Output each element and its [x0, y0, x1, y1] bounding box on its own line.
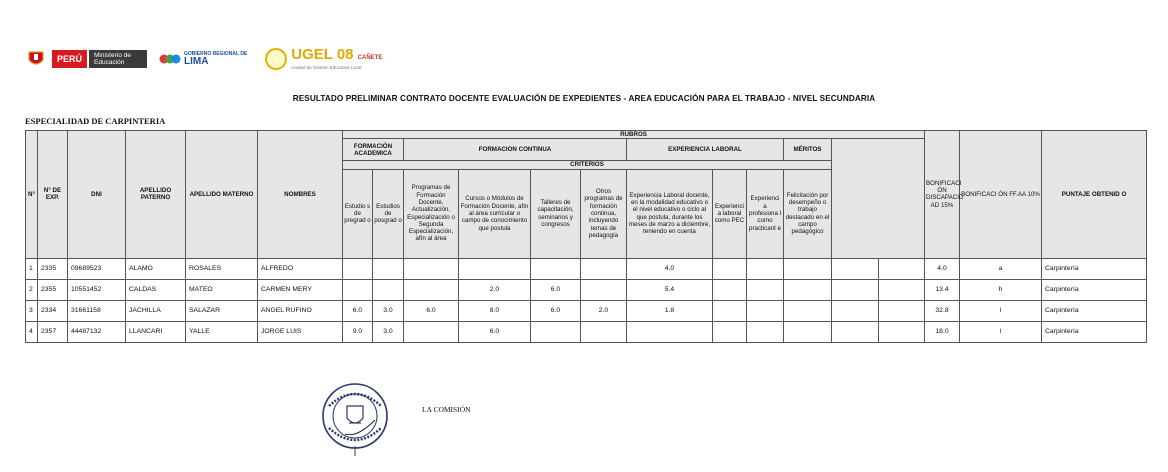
- criterios-header: CRITERIOS: [343, 161, 832, 169]
- col-exp: N° DE EXP.: [38, 131, 68, 259]
- table-row: [26, 279, 1147, 300]
- cell-felicitacion: [784, 300, 832, 321]
- col-dni: DNI: [68, 131, 126, 259]
- cell-otros: [581, 258, 627, 279]
- cell-posgrado: 3.0: [373, 321, 404, 342]
- cell-ap-pat: ALAMO: [126, 258, 186, 279]
- meritos-header: MÉRITOS: [784, 139, 832, 161]
- cell-exp-pec: [713, 321, 747, 342]
- cell-puntaje: 18.0: [925, 321, 960, 342]
- cell-bon-ffaa: [879, 321, 925, 342]
- cell-cursos: 2.0: [459, 279, 531, 300]
- cell-especialidad: Carpintería: [1042, 258, 1147, 279]
- ugel-logo: [265, 45, 383, 71]
- cell-nombres: ALFREDO: [258, 258, 343, 279]
- cell-exp-prof: [747, 279, 784, 300]
- cell-bon-disc: [832, 321, 879, 342]
- cell-ap-mat: MATEO: [186, 279, 258, 300]
- cell-felicitacion: [784, 258, 832, 279]
- col-apellido-paterno: APELLIDO PATERNO: [126, 131, 186, 259]
- cell-nombres: ANGEL RUFINO: [258, 300, 343, 321]
- cell-bon-disc: [832, 258, 879, 279]
- cell-cursos: 8.0: [459, 300, 531, 321]
- cell-programas: [404, 321, 459, 342]
- col-felicitacion: Felicitación por desempeño o trabajo destacado en el campo pedagógico: [784, 169, 832, 258]
- cell-exp-prof: [747, 321, 784, 342]
- col-puntaje: PUNTAJE OBTENID O: [1042, 131, 1147, 259]
- col-programas: Programas de Formación Docente, Actualización, Especialización o Segunda Especialización, afín al área: [404, 169, 459, 258]
- cell-bon-ffaa: [879, 279, 925, 300]
- gob-small-label: GOBIERNO REGIONAL DE: [184, 50, 248, 57]
- cell-pregrado: [343, 258, 373, 279]
- cell-exp: 2334: [38, 300, 68, 321]
- col-otros: Otros programas de formación continua, incluyendo temas de pedagogía: [581, 169, 627, 258]
- cell-obs: h: [960, 279, 1042, 300]
- cell-exp-docente: 1.8: [627, 300, 713, 321]
- formacion-academica-header: FORMACIÓN ACADEMICA: [343, 139, 404, 161]
- col-apellido-materno: APELLIDO MATERNO: [186, 131, 258, 259]
- table-row: [26, 321, 1147, 342]
- cell-talleres: 6.0: [531, 279, 581, 300]
- rubros-header: RUBROS: [343, 131, 925, 139]
- ugel-subtitle: Unidad de Gestión Educativa Local: [291, 64, 362, 70]
- cell-programas: [404, 279, 459, 300]
- cell-talleres: 6.0: [531, 300, 581, 321]
- cell-dni: 09689523: [68, 258, 126, 279]
- col-exp-profesional: Experienci a profesiona l como practicant e: [747, 169, 784, 258]
- ugel-suffix: CAÑETE: [357, 54, 383, 61]
- cell-posgrado: [373, 258, 404, 279]
- cell-exp-pec: [713, 258, 747, 279]
- experiencia-laboral-header: EXPERIENCIA LABORAL: [627, 139, 784, 161]
- table-row: [26, 300, 1147, 321]
- col-exp-pec: Experienci a laboral como PEC: [713, 169, 747, 258]
- gob-big-label: LIMA: [184, 55, 209, 67]
- cell-exp-pec: [713, 279, 747, 300]
- cell-ap-pat: LLANCARI: [126, 321, 186, 342]
- cell-dni: 10551452: [68, 279, 126, 300]
- ministry-label: Ministerio de Educación: [89, 50, 147, 68]
- cell-num: 3: [26, 300, 38, 321]
- cell-dni: 31661158: [68, 300, 126, 321]
- logo-bar: [26, 45, 383, 70]
- ugel-emblem-icon: [265, 48, 287, 70]
- gobierno-regional-icon: [159, 52, 181, 66]
- table-row: [26, 258, 1147, 279]
- col-pregrado: Estudio s de pregrad o: [343, 169, 373, 258]
- cell-obs: a: [960, 258, 1042, 279]
- cell-ap-mat: YALLE: [186, 321, 258, 342]
- cell-exp-docente: 5.4: [627, 279, 713, 300]
- cell-posgrado: [373, 279, 404, 300]
- cell-cursos: 6.0: [459, 321, 531, 342]
- cell-exp: 2335: [38, 258, 68, 279]
- cell-bon-ffaa: [879, 300, 925, 321]
- cell-especialidad: Carpintería: [1042, 300, 1147, 321]
- cell-ap-pat: JACHILLA: [126, 300, 186, 321]
- col-num: N°: [26, 131, 38, 259]
- col-bon-ffaa: BONIFICACI ÓN FF.AA 10%: [960, 131, 1042, 259]
- cell-cursos: [459, 258, 531, 279]
- col-talleres: Talleres de capacitación, seminarios y congresos: [531, 169, 581, 258]
- cell-exp-docente: [627, 321, 713, 342]
- cell-obs: l: [960, 321, 1042, 342]
- cell-felicitacion: [784, 279, 832, 300]
- cell-pregrado: 9.0: [343, 321, 373, 342]
- cell-exp-prof: [747, 258, 784, 279]
- official-stamp-icon: [315, 376, 395, 456]
- page-title: RESULTADO PRELIMINAR CONTRATO DOCENTE EVALUACIÓN DE EXPEDIENTES - AREA EDUCACIÓN PARA EL TRABAJO - NIVEL SECUNDARIA: [292, 94, 876, 103]
- ugel-label: UGEL 08: [291, 45, 354, 63]
- cell-puntaje: 32.8: [925, 300, 960, 321]
- col-bon-discapacidad: BONIFICACI ÓN DISCAPACID AD 15%: [925, 131, 960, 259]
- col-exp-docente: Experiencia Laboral docente, en la modalidad educativo o el nivel educativo o ciclo al que postula, durante los meses de marzo a diciembre, teniendo en cuenta: [627, 169, 713, 258]
- peru-label: PERÚ: [52, 50, 87, 68]
- col-cursos: Cursos o Módulos de Formación Docente, afín al área curricular o campo de conocimiento que postula: [459, 169, 531, 258]
- formacion-continua-header: FORMACION CONTINUA: [404, 139, 627, 161]
- cell-nombres: JORGE LUIS: [258, 321, 343, 342]
- cell-posgrado: 3.0: [373, 300, 404, 321]
- cell-talleres: [531, 258, 581, 279]
- cell-otros: [581, 279, 627, 300]
- rubros-empty-cell: [832, 139, 925, 258]
- cell-otros: 2.0: [581, 300, 627, 321]
- cell-bon-ffaa: [879, 258, 925, 279]
- cell-num: 2: [26, 279, 38, 300]
- cell-exp: 2355: [38, 279, 68, 300]
- cell-especialidad: Carpintería: [1042, 321, 1147, 342]
- cell-programas: 6.0: [404, 300, 459, 321]
- cell-pregrado: [343, 279, 373, 300]
- cell-num: 1: [26, 258, 38, 279]
- cell-ap-mat: SALAZAR: [186, 300, 258, 321]
- cell-num: 4: [26, 321, 38, 342]
- cell-exp-prof: [747, 300, 784, 321]
- cell-talleres: [531, 321, 581, 342]
- cell-exp-docente: 4.0: [627, 258, 713, 279]
- cell-especialidad: Carpintería: [1042, 279, 1147, 300]
- col-posgrado: Estudios de posgrad o: [373, 169, 404, 258]
- cell-puntaje: 4.0: [925, 258, 960, 279]
- cell-dni: 44487132: [68, 321, 126, 342]
- cell-ap-mat: ROSALES: [186, 258, 258, 279]
- cell-bon-disc: [832, 300, 879, 321]
- cell-otros: [581, 321, 627, 342]
- comision-signature-label: LA COMISIÓN: [422, 405, 471, 414]
- cell-puntaje: 13.4: [925, 279, 960, 300]
- results-table: [25, 130, 1147, 343]
- section-title: ESPECIALIDAD DE CARPINTERIA: [25, 116, 166, 126]
- cell-ap-pat: CALDAS: [126, 279, 186, 300]
- col-nombres: NOMBRES: [258, 131, 343, 259]
- cell-exp-pec: [713, 300, 747, 321]
- peru-shield-icon: [26, 50, 46, 68]
- cell-programas: [404, 258, 459, 279]
- cell-pregrado: 6.0: [343, 300, 373, 321]
- cell-obs: l: [960, 300, 1042, 321]
- gobierno-regional-logo: [159, 52, 247, 67]
- cell-exp: 2357: [38, 321, 68, 342]
- cell-felicitacion: [784, 321, 832, 342]
- cell-bon-disc: [832, 279, 879, 300]
- cell-nombres: CARMEN MERY: [258, 279, 343, 300]
